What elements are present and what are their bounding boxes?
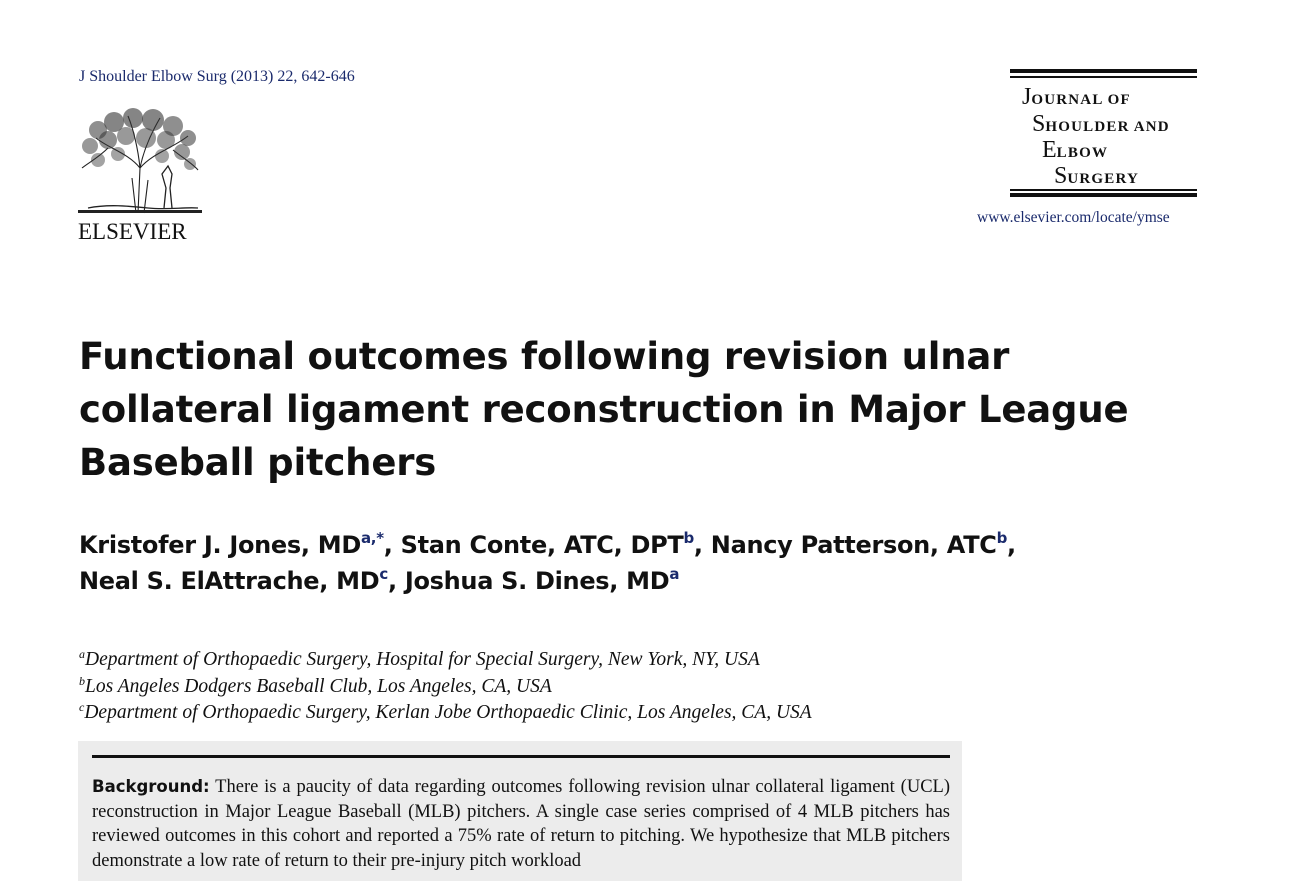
article-title: Functional outcomes following revision ulnar collateral ligament reconstruction in Major League Baseball pitchers xyxy=(79,335,1129,484)
author-name: Nancy Patterson, ATC xyxy=(710,531,997,559)
author-name: Neal S. ElAttrache, MD xyxy=(79,567,380,595)
author-name: Stan Conte, ATC, DPT xyxy=(400,531,684,559)
journal-url-link[interactable]: www.elsevier.com/locate/ymse xyxy=(977,209,1170,226)
affiliation-text: Department of Orthopaedic Surgery, Kerlan Jobe Orthopaedic Clinic, Los Angeles, CA, USA xyxy=(84,702,812,723)
author-list xyxy=(79,527,1199,599)
elsevier-logo xyxy=(78,108,202,248)
abstract-background xyxy=(92,775,950,873)
affiliation-item xyxy=(79,700,812,727)
abstract-background-label: Background: xyxy=(92,777,210,796)
affiliation-list xyxy=(79,647,812,727)
journal-name-line-1: JOURNAL OF xyxy=(1022,84,1131,110)
abstract-background-text: There is a paucity of data regarding outcomes following revision ulnar collateral ligament (UCL) reconstruction in Major League Baseball (MLB) pitchers. A single case series comprised of 4 MLB pitchers has reviewed outcomes in this cohort and reported a 75% rate of return to pitching. We hypothesize that MLB pitchers demonstrate a low rate of return to their pre-injury pitch workload xyxy=(92,777,950,871)
affiliation-item xyxy=(79,647,812,674)
journal-name-line-3: ELBOW xyxy=(1042,137,1109,163)
affiliation-text: Department of Orthopaedic Surgery, Hospital for Special Surgery, New York, NY, USA xyxy=(85,649,760,670)
author-separator: , xyxy=(1007,531,1016,559)
masthead-rule-top xyxy=(1010,69,1197,73)
affiliation-text: Los Angeles Dodgers Baseball Club, Los Angeles, CA, USA xyxy=(85,675,552,697)
affiliation-item xyxy=(79,674,812,701)
author-affiliation-mark[interactable]: a xyxy=(669,565,680,583)
affiliation-mark: a xyxy=(79,647,85,661)
author-affiliation-mark[interactable]: b xyxy=(683,529,694,547)
affiliation-mark: b xyxy=(79,673,85,688)
journal-masthead xyxy=(1010,69,1197,201)
author-affiliation-mark[interactable]: a,* xyxy=(360,529,384,547)
author-name: Kristofer J. Jones, MD xyxy=(79,531,361,559)
author-name: Joshua S. Dines, MD xyxy=(404,567,670,595)
masthead-rule-bottom-thin xyxy=(1010,189,1197,191)
abstract-rule xyxy=(92,755,950,758)
abstract-box xyxy=(78,741,962,881)
author-separator: , xyxy=(383,531,401,559)
elsevier-wordmark: ELSEVIER xyxy=(78,219,187,244)
affiliation-mark: c xyxy=(79,700,85,714)
author-separator: , xyxy=(387,567,405,595)
author-affiliation-mark[interactable]: c xyxy=(379,565,388,583)
journal-name-line-4: SURGERY xyxy=(1054,163,1140,189)
masthead-rule-bottom xyxy=(1010,193,1197,197)
journal-name-line-2: SHOULDER AND xyxy=(1032,111,1170,137)
journal-citation: J Shoulder Elbow Surg (2013) 22, 642-646 xyxy=(79,68,355,85)
author-affiliation-mark[interactable]: b xyxy=(996,529,1008,547)
author-separator: , xyxy=(693,531,711,559)
elsevier-tree-icon xyxy=(78,108,202,216)
masthead-rule-top-thin xyxy=(1010,76,1197,78)
